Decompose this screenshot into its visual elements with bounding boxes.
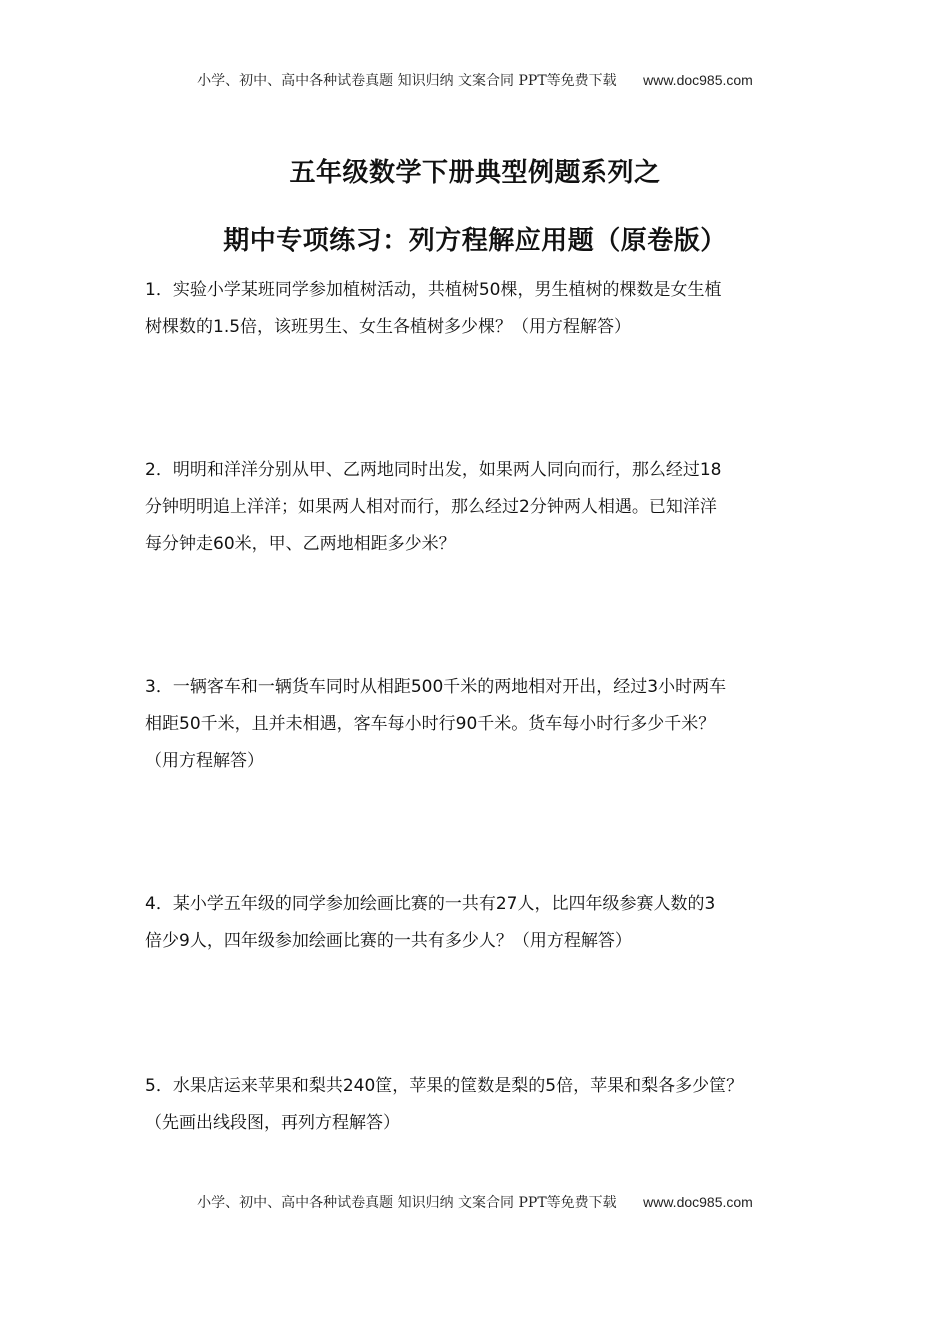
- header-text: 小学、初中、高中各种试卷真题 知识归纳 文案合同 PPT等免费下载: [197, 73, 617, 89]
- page-header: [0, 70, 950, 90]
- question-line: 倍少9人，四年级参加绘画比赛的一共有多少人？（用方程解答）: [145, 931, 632, 951]
- question-line: 3．一辆客车和一辆货车同时从相距500千米的两地相对开出，经过3小时两车: [145, 677, 727, 697]
- footer-url-link[interactable]: www.doc985.com: [643, 1194, 753, 1210]
- question-line: 每分钟走60米，甲、乙两地相距多少米？: [145, 534, 456, 554]
- question-2: [145, 452, 825, 563]
- question-line: （先画出线段图，再列方程解答）: [145, 1113, 400, 1133]
- question-line: 分钟明明追上洋洋；如果两人相对而行，那么经过2分钟两人相遇。已知洋洋: [145, 497, 717, 517]
- question-line: 树棵数的1.5倍，该班男生、女生各植树多少棵？（用方程解答）: [145, 317, 632, 337]
- document-title-line1: 五年级数学下册典型例题系列之: [289, 158, 661, 188]
- question-line: 1．实验小学某班同学参加植树活动，共植树50棵，男生植树的棵数是女生植: [145, 280, 722, 300]
- header-url-link[interactable]: www.doc985.com: [643, 72, 753, 88]
- page-footer: [0, 1192, 950, 1212]
- question-line: 2．明明和洋洋分别从甲、乙两地同时出发，如果两人同向而行，那么经过18: [145, 460, 722, 480]
- question-1: [145, 272, 825, 346]
- footer-text: 小学、初中、高中各种试卷真题 知识归纳 文案合同 PPT等免费下载: [197, 1195, 617, 1211]
- question-line: 相距50千米，且并未相遇，客车每小时行90千米。货车每小时行多少千米？: [145, 714, 716, 734]
- question-line: 4．某小学五年级的同学参加绘画比赛的一共有27人，比四年级参赛人数的3: [145, 894, 716, 914]
- question-4: [145, 886, 825, 960]
- question-3: [145, 669, 825, 780]
- question-line: （用方程解答）: [145, 751, 264, 771]
- question-line: 5．水果店运来苹果和梨共240筐，苹果的筐数是梨的5倍，苹果和梨各多少筐？: [145, 1076, 744, 1096]
- document-title-line2: 期中专项练习：列方程解应用题（原卷版）: [223, 226, 727, 256]
- question-5: [145, 1068, 825, 1142]
